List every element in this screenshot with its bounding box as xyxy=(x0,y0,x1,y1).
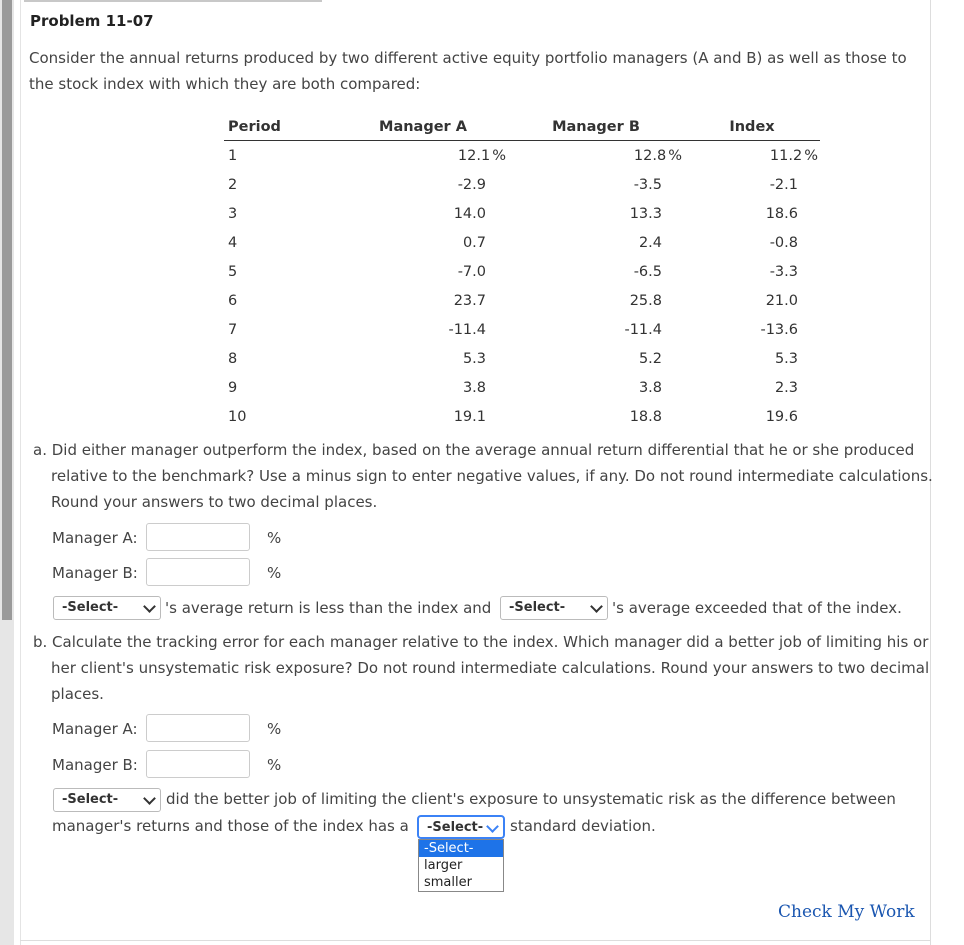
std-dev-dropdown-list xyxy=(418,839,504,892)
cell-manager-a: -2.9 xyxy=(457,176,486,193)
cell-period: 2 xyxy=(228,176,238,193)
top-tab-edge xyxy=(24,0,322,2)
chevron-down-icon xyxy=(486,820,499,833)
cell-manager-a: 12.1 xyxy=(457,147,491,164)
cell-period: 6 xyxy=(228,292,238,309)
frame-border xyxy=(20,0,21,945)
percent-sign: % xyxy=(668,147,682,164)
part-b-sentence-1: did the better job of limiting the client's exposure to unsystematic risk as the difference between xyxy=(166,790,896,808)
part-a-select-underperformer[interactable] xyxy=(53,596,161,620)
part-a-question xyxy=(33,437,933,515)
table-body xyxy=(224,141,820,432)
cell-manager-a: 14.0 xyxy=(453,205,486,222)
part-b-label-manager-b: Manager B: xyxy=(52,756,138,774)
cell-manager-b: 13.3 xyxy=(629,205,662,222)
cell-index: 21.0 xyxy=(765,292,798,309)
cell-manager-a: 19.1 xyxy=(453,408,486,425)
table-row xyxy=(224,373,820,402)
page-scrollbar[interactable] xyxy=(0,0,14,945)
part-b-unit-a: % xyxy=(267,720,282,738)
part-b-unit-b: % xyxy=(267,756,282,774)
table-header-row xyxy=(224,114,820,141)
table-row xyxy=(224,257,820,286)
check-my-work-link[interactable]: Check My Work xyxy=(778,902,915,922)
table-row xyxy=(224,170,820,199)
part-a-unit-b: % xyxy=(267,564,282,582)
returns-table xyxy=(224,114,820,431)
cell-index: -0.8 xyxy=(769,234,798,251)
problem-title: Problem 11-07 xyxy=(30,12,154,30)
select-value: -Select- xyxy=(62,600,119,615)
part-a-unit-a: % xyxy=(267,529,282,547)
cell-manager-b: 25.8 xyxy=(629,292,662,309)
cell-manager-b: 5.2 xyxy=(638,350,662,367)
select-value: -Select- xyxy=(509,600,566,615)
cell-period: 7 xyxy=(228,321,238,338)
chevron-down-icon xyxy=(143,600,156,613)
cell-period: 4 xyxy=(228,234,238,251)
part-a-sentence-1: 's average return is less than the index and xyxy=(165,599,492,617)
cell-index: 19.6 xyxy=(765,408,798,425)
part-b-sentence-2: manager's returns and those of the index has a xyxy=(52,817,409,835)
cell-manager-a: 0.7 xyxy=(462,234,486,251)
cell-manager-a: 23.7 xyxy=(453,292,486,309)
cell-manager-a: -11.4 xyxy=(448,321,486,338)
table-row xyxy=(224,402,820,431)
part-a-question-text: a. Did either manager outperform the index, based on the average annual return differential that he or she produced relative to the benchmark? Use a minus sign to enter negative values, if any. Do not round intermediate calculations. Round your answers to two decimal places. xyxy=(33,441,933,511)
cell-manager-b: -6.5 xyxy=(633,263,662,280)
table-row xyxy=(224,344,820,373)
part-b-question xyxy=(33,629,933,707)
table-row xyxy=(224,199,820,228)
cell-manager-a: 3.8 xyxy=(462,379,486,396)
cell-index: -13.6 xyxy=(760,321,798,338)
part-a-manager-a-input[interactable] xyxy=(146,523,250,551)
part-a-label-manager-b: Manager B: xyxy=(52,564,138,582)
percent-sign: % xyxy=(804,147,818,164)
cell-manager-b: -11.4 xyxy=(624,321,662,338)
cell-index: 18.6 xyxy=(765,205,798,222)
table-row xyxy=(224,141,820,171)
cell-period: 3 xyxy=(228,205,238,222)
part-b-select-std-dev[interactable] xyxy=(417,815,505,839)
chevron-down-icon xyxy=(590,600,603,613)
part-b-question-text: b. Calculate the tracking error for each manager relative to the index. Which manager did a better job of limiting his or her client's unsystematic risk exposure? Do not round intermediate calculations. Round your answers to two decimal places. xyxy=(33,633,930,703)
cell-manager-b: 2.4 xyxy=(638,234,662,251)
header-manager-a: Manager A xyxy=(338,114,508,141)
cell-index: 2.3 xyxy=(774,379,798,396)
cell-manager-a: -7.0 xyxy=(457,263,486,280)
cell-period: 1 xyxy=(228,147,238,164)
select-value: -Select- xyxy=(427,820,484,835)
scrollbar-thumb[interactable] xyxy=(2,0,12,620)
header-manager-b: Manager B xyxy=(508,114,684,141)
part-a-label-manager-a: Manager A: xyxy=(52,529,138,547)
cell-index: -2.1 xyxy=(769,176,798,193)
table-row xyxy=(224,228,820,257)
part-b-label-manager-a: Manager A: xyxy=(52,720,138,738)
problem-intro: Consider the annual returns produced by two different active equity portfolio managers (A and B) as well as those to the stock index with which they are both compared: xyxy=(29,49,907,93)
cell-index: -3.3 xyxy=(769,263,798,280)
table-row xyxy=(224,286,820,315)
part-b-manager-b-input[interactable] xyxy=(146,750,250,778)
cell-period: 8 xyxy=(228,350,238,367)
percent-sign: % xyxy=(492,147,506,164)
cell-manager-b: 18.8 xyxy=(629,408,662,425)
frame-border-bottom xyxy=(20,940,931,941)
chevron-down-icon xyxy=(143,792,156,805)
part-b-select-better-manager[interactable] xyxy=(53,788,161,812)
cell-period: 10 xyxy=(228,408,247,425)
part-a-manager-b-input[interactable] xyxy=(146,558,250,586)
cell-period: 5 xyxy=(228,263,238,280)
part-b-manager-a-input[interactable] xyxy=(146,714,250,742)
part-a-select-outperformer[interactable] xyxy=(500,596,608,620)
part-b-sentence-3: standard deviation. xyxy=(510,817,656,835)
table-row xyxy=(224,315,820,344)
dropdown-option-larger[interactable]: larger xyxy=(424,858,463,873)
cell-manager-a: 5.3 xyxy=(462,350,486,367)
cell-index: 5.3 xyxy=(774,350,798,367)
cell-manager-b: 3.8 xyxy=(638,379,662,396)
dropdown-option-select[interactable]: -Select- xyxy=(419,840,503,857)
header-index: Index xyxy=(684,114,820,141)
cell-index: 11.2 xyxy=(769,147,803,164)
cell-period: 9 xyxy=(228,379,238,396)
part-a-sentence-2: 's average exceeded that of the index. xyxy=(612,599,902,617)
dropdown-option-smaller[interactable]: smaller xyxy=(424,875,472,890)
header-period: Period xyxy=(224,114,338,141)
select-value: -Select- xyxy=(62,792,119,807)
cell-manager-b: 12.8 xyxy=(633,147,667,164)
cell-manager-b: -3.5 xyxy=(633,176,662,193)
